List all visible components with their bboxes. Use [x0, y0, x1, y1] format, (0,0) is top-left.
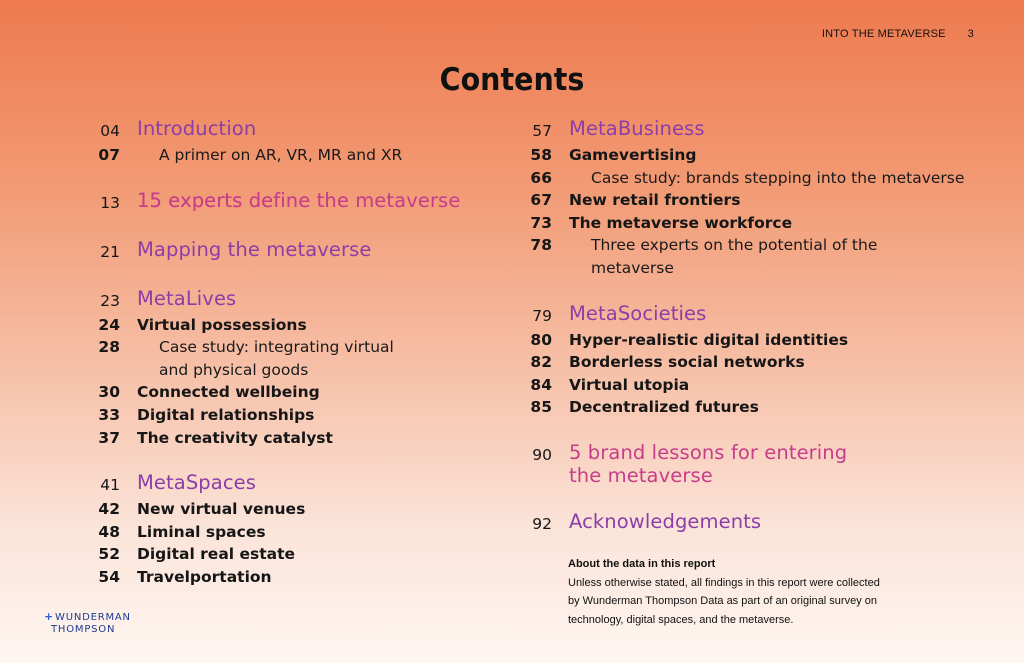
toc-page-number: 80 — [530, 330, 552, 349]
wunderman-thompson-logo — [44, 611, 131, 636]
toc-entry-creativity[interactable] — [88, 427, 508, 450]
toc-entry-case-goods[interactable] — [88, 336, 508, 381]
toc-entry-title: Digital relationships — [137, 405, 315, 424]
toc-section-line: 5 brand lessons for entering — [569, 440, 848, 464]
toc-section-title: MetaSocieties — [569, 301, 707, 325]
toc-section-introduction[interactable] — [88, 117, 508, 144]
toc-entry-title: Digital real estate — [137, 545, 296, 564]
toc-entry-gamevertising[interactable] — [520, 144, 980, 167]
toc-page-number: 57 — [532, 122, 552, 140]
toc-section-line: the metaverse — [569, 464, 713, 488]
logo-line: WUNDERMAN — [55, 612, 131, 623]
toc-section-mapping[interactable] — [88, 238, 508, 265]
toc-entry-line: Case study: integrating virtual — [159, 338, 394, 357]
toc-entry-title: New retail frontiers — [569, 191, 741, 210]
toc-entry-identities[interactable] — [520, 329, 980, 352]
toc-page-number: 13 — [100, 193, 120, 212]
toc-page-number: 33 — [98, 405, 120, 424]
toc-entry-title: Virtual utopia — [569, 375, 690, 394]
toc-entry-liminal[interactable] — [88, 521, 508, 544]
toc-section-metaspaces[interactable] — [88, 471, 508, 498]
toc-page-number: 85 — [530, 398, 552, 417]
toc-page-number: 58 — [530, 146, 552, 164]
toc-entry-title: Decentralized futures — [569, 398, 759, 417]
toc-section-title — [569, 441, 847, 488]
report-name: INTO THE METAVERSE — [821, 28, 946, 40]
about-text-line: Unless otherwise stated, all findings in this report were collected — [568, 576, 880, 589]
toc-page-number: 37 — [98, 428, 120, 447]
toc-section-title: Acknowledgements — [569, 509, 762, 533]
toc-entry-title: Travelportation — [137, 567, 272, 586]
running-header — [822, 28, 974, 40]
toc-page-number: 23 — [100, 291, 120, 310]
toc-entry-title: Hyper-realistic digital identities — [569, 330, 849, 349]
toc-page-number: 41 — [100, 476, 120, 495]
toc-entry-virtual-possessions[interactable] — [88, 314, 508, 337]
contents-left-column — [88, 117, 508, 589]
toc-page-number: 78 — [530, 236, 552, 255]
toc-page-number: 48 — [98, 522, 120, 541]
toc-page-number: 24 — [98, 315, 120, 334]
toc-entry-retail[interactable] — [520, 189, 980, 212]
toc-section-title: Mapping the metaverse — [137, 237, 372, 261]
toc-entry-title: Virtual possessions — [137, 315, 307, 334]
toc-page-number: 66 — [530, 168, 552, 187]
toc-entry-title: Borderless social networks — [569, 353, 805, 372]
toc-entry-title: Case study: brands stepping into the metaverse — [591, 168, 965, 187]
toc-page-number: 90 — [532, 445, 552, 464]
toc-page-number: 79 — [532, 306, 552, 325]
logo-line: THOMPSON — [51, 624, 116, 635]
toc-section-title: MetaBusiness — [569, 117, 705, 140]
toc-section-experts[interactable] — [88, 189, 508, 216]
toc-entry-travelportation[interactable] — [88, 566, 508, 589]
toc-page-number: 82 — [530, 353, 552, 372]
toc-entry-utopia[interactable] — [520, 374, 980, 397]
toc-entry-real-estate[interactable] — [88, 543, 508, 566]
toc-entry-title: A primer on AR, VR, MR and XR — [159, 146, 403, 164]
toc-page-number: 28 — [98, 338, 120, 357]
toc-page-number: 52 — [98, 545, 120, 564]
toc-entry-wellbeing[interactable] — [88, 381, 508, 404]
toc-entry-workforce[interactable] — [520, 212, 980, 235]
toc-entry-three-experts[interactable] — [520, 234, 980, 279]
toc-entry-relationships[interactable] — [88, 404, 508, 427]
toc-entry-title: The metaverse workforce — [569, 213, 793, 232]
contents-right-column — [520, 117, 980, 537]
toc-section-metalives[interactable] — [88, 287, 508, 314]
toc-entry-title — [569, 234, 877, 279]
toc-entry-title: New virtual venues — [137, 500, 306, 519]
toc-section-acknowledgements[interactable] — [520, 510, 980, 537]
toc-entry-title: The creativity catalyst — [137, 428, 333, 447]
toc-entry-social-networks[interactable] — [520, 351, 980, 374]
toc-entry-title: Liminal spaces — [137, 522, 266, 541]
toc-entry-primer[interactable] — [88, 144, 508, 167]
about-text-line: by Wunderman Thompson Data as part of an original survey on — [568, 595, 877, 607]
toc-page-number: 04 — [100, 122, 120, 140]
toc-page-number: 84 — [530, 375, 552, 394]
toc-page-number: 07 — [98, 146, 120, 164]
toc-section-metabusiness[interactable] — [520, 117, 980, 144]
plus-icon: + — [44, 610, 55, 623]
toc-section-metasocieties[interactable] — [520, 302, 980, 329]
toc-page-number: 92 — [532, 514, 552, 533]
toc-section-brand-lessons[interactable] — [520, 441, 980, 488]
toc-entry-line: metaverse — [591, 258, 674, 277]
toc-section-title: 15 experts define the metaverse — [137, 188, 461, 212]
toc-page-number: 30 — [98, 383, 120, 402]
page-title: Contents — [439, 62, 585, 98]
toc-page-number: 54 — [98, 567, 120, 586]
toc-page-number: 73 — [530, 213, 552, 232]
toc-page-number: 21 — [100, 242, 120, 261]
toc-page-number: 42 — [98, 500, 120, 519]
toc-page-number: 67 — [530, 191, 552, 210]
toc-entry-case-brands[interactable] — [520, 167, 980, 190]
toc-section-title: MetaSpaces — [137, 471, 256, 495]
toc-entry-title — [137, 336, 394, 381]
toc-section-title: MetaLives — [137, 286, 237, 310]
toc-entry-line: and physical goods — [159, 360, 309, 379]
about-text-line: technology, digital spaces, and the metaverse. — [568, 613, 794, 626]
toc-entry-venues[interactable] — [88, 498, 508, 521]
toc-entry-title: Connected wellbeing — [137, 383, 320, 402]
about-heading: About the data in this report — [568, 558, 716, 570]
toc-section-title: Introduction — [137, 117, 257, 140]
toc-entry-line: Three experts on the potential of the — [591, 236, 878, 255]
toc-entry-futures[interactable] — [520, 396, 980, 419]
page-number: 3 — [967, 28, 974, 40]
about-data-note — [568, 555, 928, 629]
toc-entry-title: Gamevertising — [569, 146, 697, 164]
